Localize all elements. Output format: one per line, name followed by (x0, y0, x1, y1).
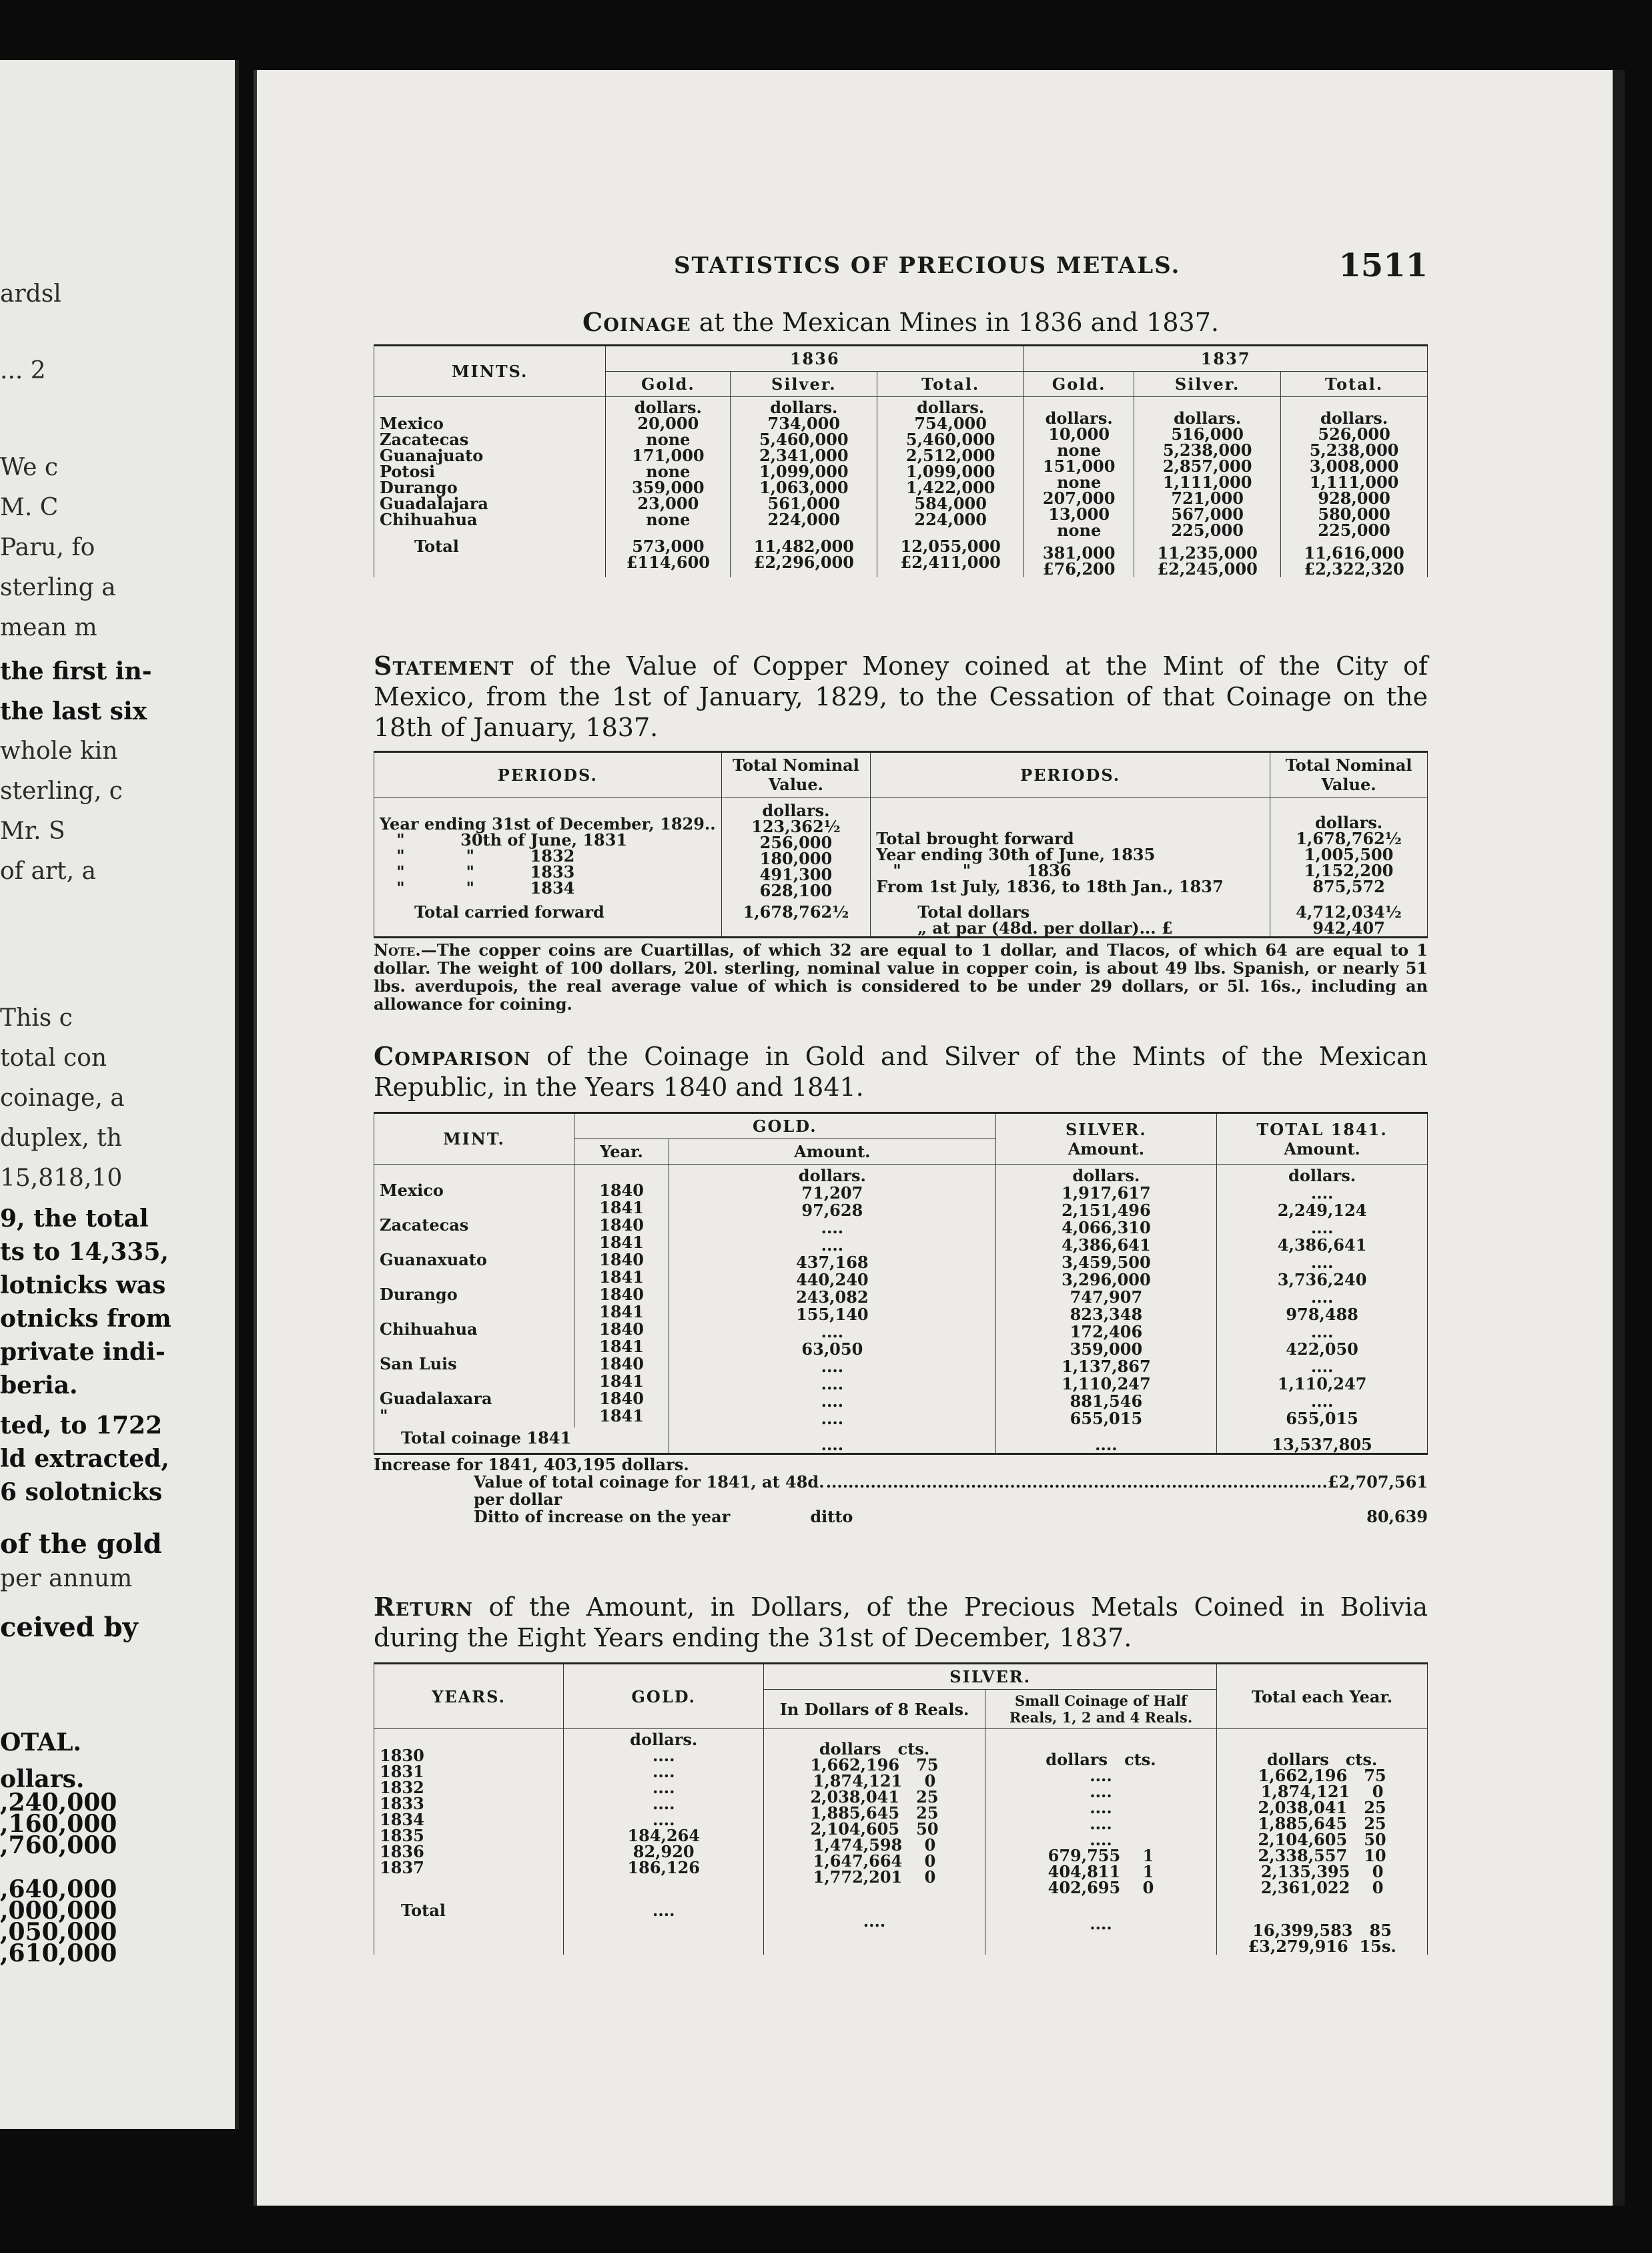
left-page-text-23: beria. (0, 1371, 78, 1399)
col-gold-1836: Gold. (606, 372, 731, 397)
left-page-text-30: OTAL. (0, 1728, 81, 1756)
total-1836-values: dollars. 754,000 5,460,000 2,512,000 1,099,000 1,422,000 584,000 224,000 (877, 397, 1024, 539)
bolivia-heading-cap: Return (374, 1592, 473, 1622)
copper-note (374, 936, 1428, 1013)
left-page-text-6: mean m (0, 614, 97, 641)
left-page-text-19: ts to 14,335, (0, 1238, 169, 1266)
comparison-grand-gold: .... (669, 1427, 995, 1453)
left-page-text-38: ,610,000 (0, 1939, 117, 1967)
bolivia-grand-d8: .... (764, 1896, 985, 1955)
page-number: 1511 (1338, 247, 1428, 284)
comparison-heading (374, 1041, 1428, 1102)
value-amount: £2,707,561 (1327, 1472, 1428, 1492)
col-total-1837: Total. (1281, 372, 1428, 397)
values-right: dollars. 1,678,762½ 1,005,500 1,152,200 875,572 (1270, 797, 1428, 900)
copper-heading-text: of the Value of Copper Money coined at the Mint of the City of Mexico, from the 1st of January, 1829, to the Cessation of that Coinage on the 18th of January, 1837. (374, 651, 1428, 742)
left-page-text-33: ,160,000 (0, 1810, 117, 1838)
comparison-total-label: Total coinage 1841 (374, 1427, 669, 1453)
section-comparison (374, 1041, 1428, 1526)
total-label: Total (374, 539, 606, 577)
comparison-heading-text: of the Coinage in Gold and Silver of the Mints of the Mexican Republic, in the Years 1840 and 1841. (374, 1042, 1428, 1102)
left-page-text-15: coinage, a (0, 1084, 125, 1112)
silver-1836-values: dollars. 734,000 5,460,000 2,341,000 1,099,000 1,063,000 561,000 224,000 (731, 397, 877, 539)
left-page-text-25: ld extracted, (0, 1445, 169, 1473)
section-coinage-1836-1837 (374, 307, 1428, 577)
left-page-text-29: ceived by (0, 1612, 138, 1643)
left-page-text-0: ardsl (0, 280, 61, 308)
value-line-row: Value of total coinage for 1841, at 48d. per dollar .......................................................................................... £2,707,561 (474, 1472, 1428, 1509)
periods-right: Total brought forward Year ending 30th of June, 1835 " " 1836 From 1st July, 1836, to 18th Jan., 1837 (871, 797, 1270, 900)
bolivia-total: dollars cts. 1,662,196 75 1,874,121 0 2,038,041 25 1,885,645 25 2,104,605 50 2,338,557 10 2,135,395 0 2,361,022 0 (1217, 1729, 1428, 1897)
left-page-text-3: M. C (0, 494, 59, 521)
total-total-1836: 12,055,000 £2,411,000 (877, 539, 1024, 577)
running-header (374, 207, 1428, 284)
total-gold-1837: 381,000 £76,200 (1024, 539, 1134, 577)
total-1837-values: dollars. 526,000 5,238,000 3,008,000 1,111,000 928,000 580,000 225,000 (1281, 397, 1428, 539)
note-label: Note. (374, 940, 421, 960)
col-total-title: TOTAL 1841. (1256, 1119, 1388, 1139)
ditto-amount: 80,639 (1366, 1507, 1428, 1526)
col-total-1836: Total. (877, 372, 1024, 397)
comparison-silver: dollars. 1,917,617 2,151,496 4,066,310 4,386,641 3,459,500 3,296,000 747,907 823,348 172,406 359,000 1,137,867 1,110,247 881,546 655,015 (995, 1165, 1217, 1428)
left-page-text-36: ,000,000 (0, 1897, 117, 1925)
ditto-line: Ditto of increase on the year (474, 1507, 731, 1526)
col-periods-left: PERIODS. (374, 752, 722, 797)
bolivia-heading-text: of the Amount, in Dollars, of the Precious Metals Coined in Bolivia during the Eight Years ending the 31st of December, 1837. (374, 1592, 1428, 1652)
comparison-grand-silver: .... (995, 1427, 1217, 1453)
col-years: YEARS. (374, 1664, 564, 1729)
col-1837: 1837 (1024, 346, 1428, 372)
total-total-1837: 11,616,000 £2,322,320 (1281, 539, 1428, 577)
left-page-text-17: 15,818,10 (0, 1165, 123, 1192)
col-silver-amount: Amount. (1068, 1139, 1145, 1159)
left-page-text-14: total con (0, 1044, 107, 1072)
bolivia-grand-total: 16,399,583 85 £3,279,916 15s. (1217, 1896, 1428, 1955)
left-page-text-35: ,640,000 (0, 1875, 117, 1903)
col-silver-title: SILVER. (1065, 1119, 1147, 1139)
left-total-label: Total carried forward (374, 899, 722, 936)
col-value-left: Total Nominal Value. (721, 752, 871, 797)
coinage-table (374, 344, 1428, 577)
left-page-text-9: whole kin (0, 737, 118, 765)
left-page-text-5: sterling a (0, 574, 116, 601)
left-page-text-37: ,050,000 (0, 1918, 117, 1946)
right-total-value: 4,712,034½ 942,407 (1270, 899, 1428, 936)
comparison-grand-total: 13,537,805 (1217, 1427, 1428, 1453)
copper-table (374, 751, 1428, 936)
left-page-text-22: private indi- (0, 1338, 165, 1366)
copper-heading (374, 651, 1428, 743)
col-bolivia-gold: GOLD. (564, 1664, 764, 1729)
mint-names: Mexico Zacatecas Guanajuato Potosi Durango Guadalajara Chihuahua (374, 397, 606, 539)
bolivia-total-label: Total (374, 1896, 564, 1955)
page-title: STATISTICS OF PRECIOUS METALS. (674, 252, 1181, 279)
total-silver-1837: 11,235,000 £2,245,000 (1134, 539, 1281, 577)
left-page-text-7: the first in- (0, 657, 152, 685)
left-page-text-2: We c (0, 454, 58, 481)
left-page-text-24: ted, to 1722 (0, 1411, 163, 1439)
left-page-text-12: of art, a (0, 858, 96, 885)
value-line: Value of total coinage for 1841, at 48d. per dollar (474, 1472, 825, 1509)
silver-1837-values: dollars. 516,000 5,238,000 2,857,000 1,111,000 721,000 567,000 225,000 (1134, 397, 1281, 539)
ditto-word: ditto (810, 1507, 853, 1526)
col-1836: 1836 (606, 346, 1024, 372)
col-total-amount: Amount. (1284, 1139, 1360, 1159)
left-page-text-21: otnicks from (0, 1305, 171, 1333)
coinage-heading (374, 307, 1428, 338)
total-silver-1836: 11,482,000 £2,296,000 (731, 539, 877, 577)
bolivia-heading (374, 1592, 1428, 1653)
left-page-text-1: ... 2 (0, 357, 46, 384)
col-year: Year. (574, 1139, 669, 1165)
section-copper-money (374, 651, 1428, 1013)
col-gold-amount: Amount. (669, 1139, 995, 1165)
left-page-text-26: 6 solotnicks (0, 1478, 163, 1506)
section-bolivia (374, 1592, 1428, 1955)
col-silver-1836: Silver. (731, 372, 877, 397)
left-page-text-32: ,240,000 (0, 1789, 117, 1817)
col-periods-right: PERIODS. (871, 752, 1270, 797)
right-total-label: Total dollars „ at par (48d. per dollar)... £ (871, 899, 1270, 936)
left-page-text-34: ,760,000 (0, 1831, 117, 1859)
col-value-right: Total Nominal Value. (1270, 752, 1428, 797)
left-page-text-18: 9, the total (0, 1205, 149, 1233)
coinage-heading-cap: Coinage (582, 307, 691, 337)
comparison-table (374, 1112, 1428, 1453)
periods-left: Year ending 31st of December, 1829.. " 30th of June, 1831 " " 1832 " " 1833 " " 1834 (374, 797, 722, 900)
values-left: dollars. 123,362½ 256,000 180,000 491,300 628,100 (721, 797, 871, 900)
left-page-text-31: ollars. (0, 1765, 85, 1793)
bolivia-years: 1830 1831 1832 1833 1834 1835 1836 1837 (374, 1729, 564, 1897)
left-page-text-16: duplex, th (0, 1124, 122, 1152)
col-total-1841 (1217, 1113, 1428, 1165)
comparison-footer (374, 1453, 1428, 1526)
comparison-mints: Mexico Zacatecas Guanaxuato Durango Chihuahua San Luis Guadalaxara " (374, 1165, 574, 1428)
col-mints: MINTS. (374, 346, 606, 397)
col-silver (995, 1113, 1217, 1165)
increase-line: Increase for 1841, 403,195 dollars. (374, 1455, 689, 1474)
left-page-text-28: per annum (0, 1565, 133, 1592)
col-gold: GOLD. (574, 1113, 996, 1139)
col-bolivia-silver: SILVER. (764, 1664, 1217, 1690)
comparison-years: 1840 1841 1840 1841 1840 1841 1840 1841 1840 1841 1840 1841 1840 1841 (574, 1165, 669, 1428)
bolivia-small: dollars cts. .... .... .... .... .... 679,755 1 404,811 1 402,695 0 (985, 1729, 1216, 1897)
ditto-line-row (374, 1508, 1428, 1526)
bolivia-table (374, 1662, 1428, 1955)
comparison-gold: dollars. 71,207 97,628 .... .... 437,168 440,240 243,082 155,140 .... 63,050 .... .... .... .... (669, 1165, 995, 1428)
bolivia-grand-gold: .... (564, 1896, 764, 1955)
left-page-text-11: Mr. S (0, 818, 65, 845)
bolivia-grand-small: .... (985, 1896, 1216, 1955)
left-total-value: 1,678,762½ (721, 899, 871, 936)
comparison-heading-cap: Comparison (374, 1041, 531, 1071)
gold-1836-values: dollars. 20,000 none 171,000 none 359,000 23,000 none (606, 397, 731, 539)
total-gold-1836: 573,000 £114,600 (606, 539, 731, 577)
left-page-text-20: lotnicks was (0, 1271, 166, 1299)
bolivia-dollars8: dollars cts. 1,662,196 75 1,874,121 0 2,038,041 25 1,885,645 25 2,104,605 50 1,474,598 0 1,647,664 0 1,772,201 0 (764, 1729, 985, 1897)
bolivia-gold: dollars. .... .... .... .... .... 184,264 82,920 186,126 (564, 1729, 764, 1897)
col-total-each-year: Total each Year. (1217, 1664, 1428, 1729)
left-page-text-8: the last six (0, 697, 147, 725)
col-gold-1837: Gold. (1024, 372, 1134, 397)
gold-1837-values: dollars. 10,000 none 151,000 none 207,000 13,000 none (1024, 397, 1134, 539)
note-text: —The copper coins are Cuartillas, of which 32 are equal to 1 dollar, and Tlacos, of which 64 are equal to 1 dollar. The weight of 100 dollars, 20l. sterling, nominal value in copper coin, is about 49 lbs. Spanish, or nearly 51 lbs. averdupois, the real average value of which is considered to be under 29 dollars, or 5l. 16s., including an allowance for coining. (374, 940, 1428, 1014)
left-page-text-27: of the gold (0, 1528, 162, 1560)
copper-heading-cap: Statement (374, 651, 514, 681)
left-page-text-4: Paru, fo (0, 534, 95, 561)
col-mint: MINT. (374, 1113, 574, 1165)
left-page-fragment (0, 60, 239, 2129)
coinage-heading-text: at the Mexican Mines in 1836 and 1837. (691, 308, 1219, 337)
left-page-text-10: sterling, c (0, 777, 123, 805)
col-silver-1837: Silver. (1134, 372, 1281, 397)
comparison-total: dollars. .... 2,249,124 .... 4,386,641 .... 3,736,240 .... 978,488 .... 422,050 .... 1,110,247 .... 655,015 (1217, 1165, 1428, 1428)
col-dollars-8-reals: In Dollars of 8 Reals. (764, 1690, 985, 1729)
left-page-text-13: This c (0, 1004, 73, 1032)
col-small-coinage: Small Coinage of Half Reals, 1, 2 and 4 Reals. (985, 1690, 1216, 1729)
